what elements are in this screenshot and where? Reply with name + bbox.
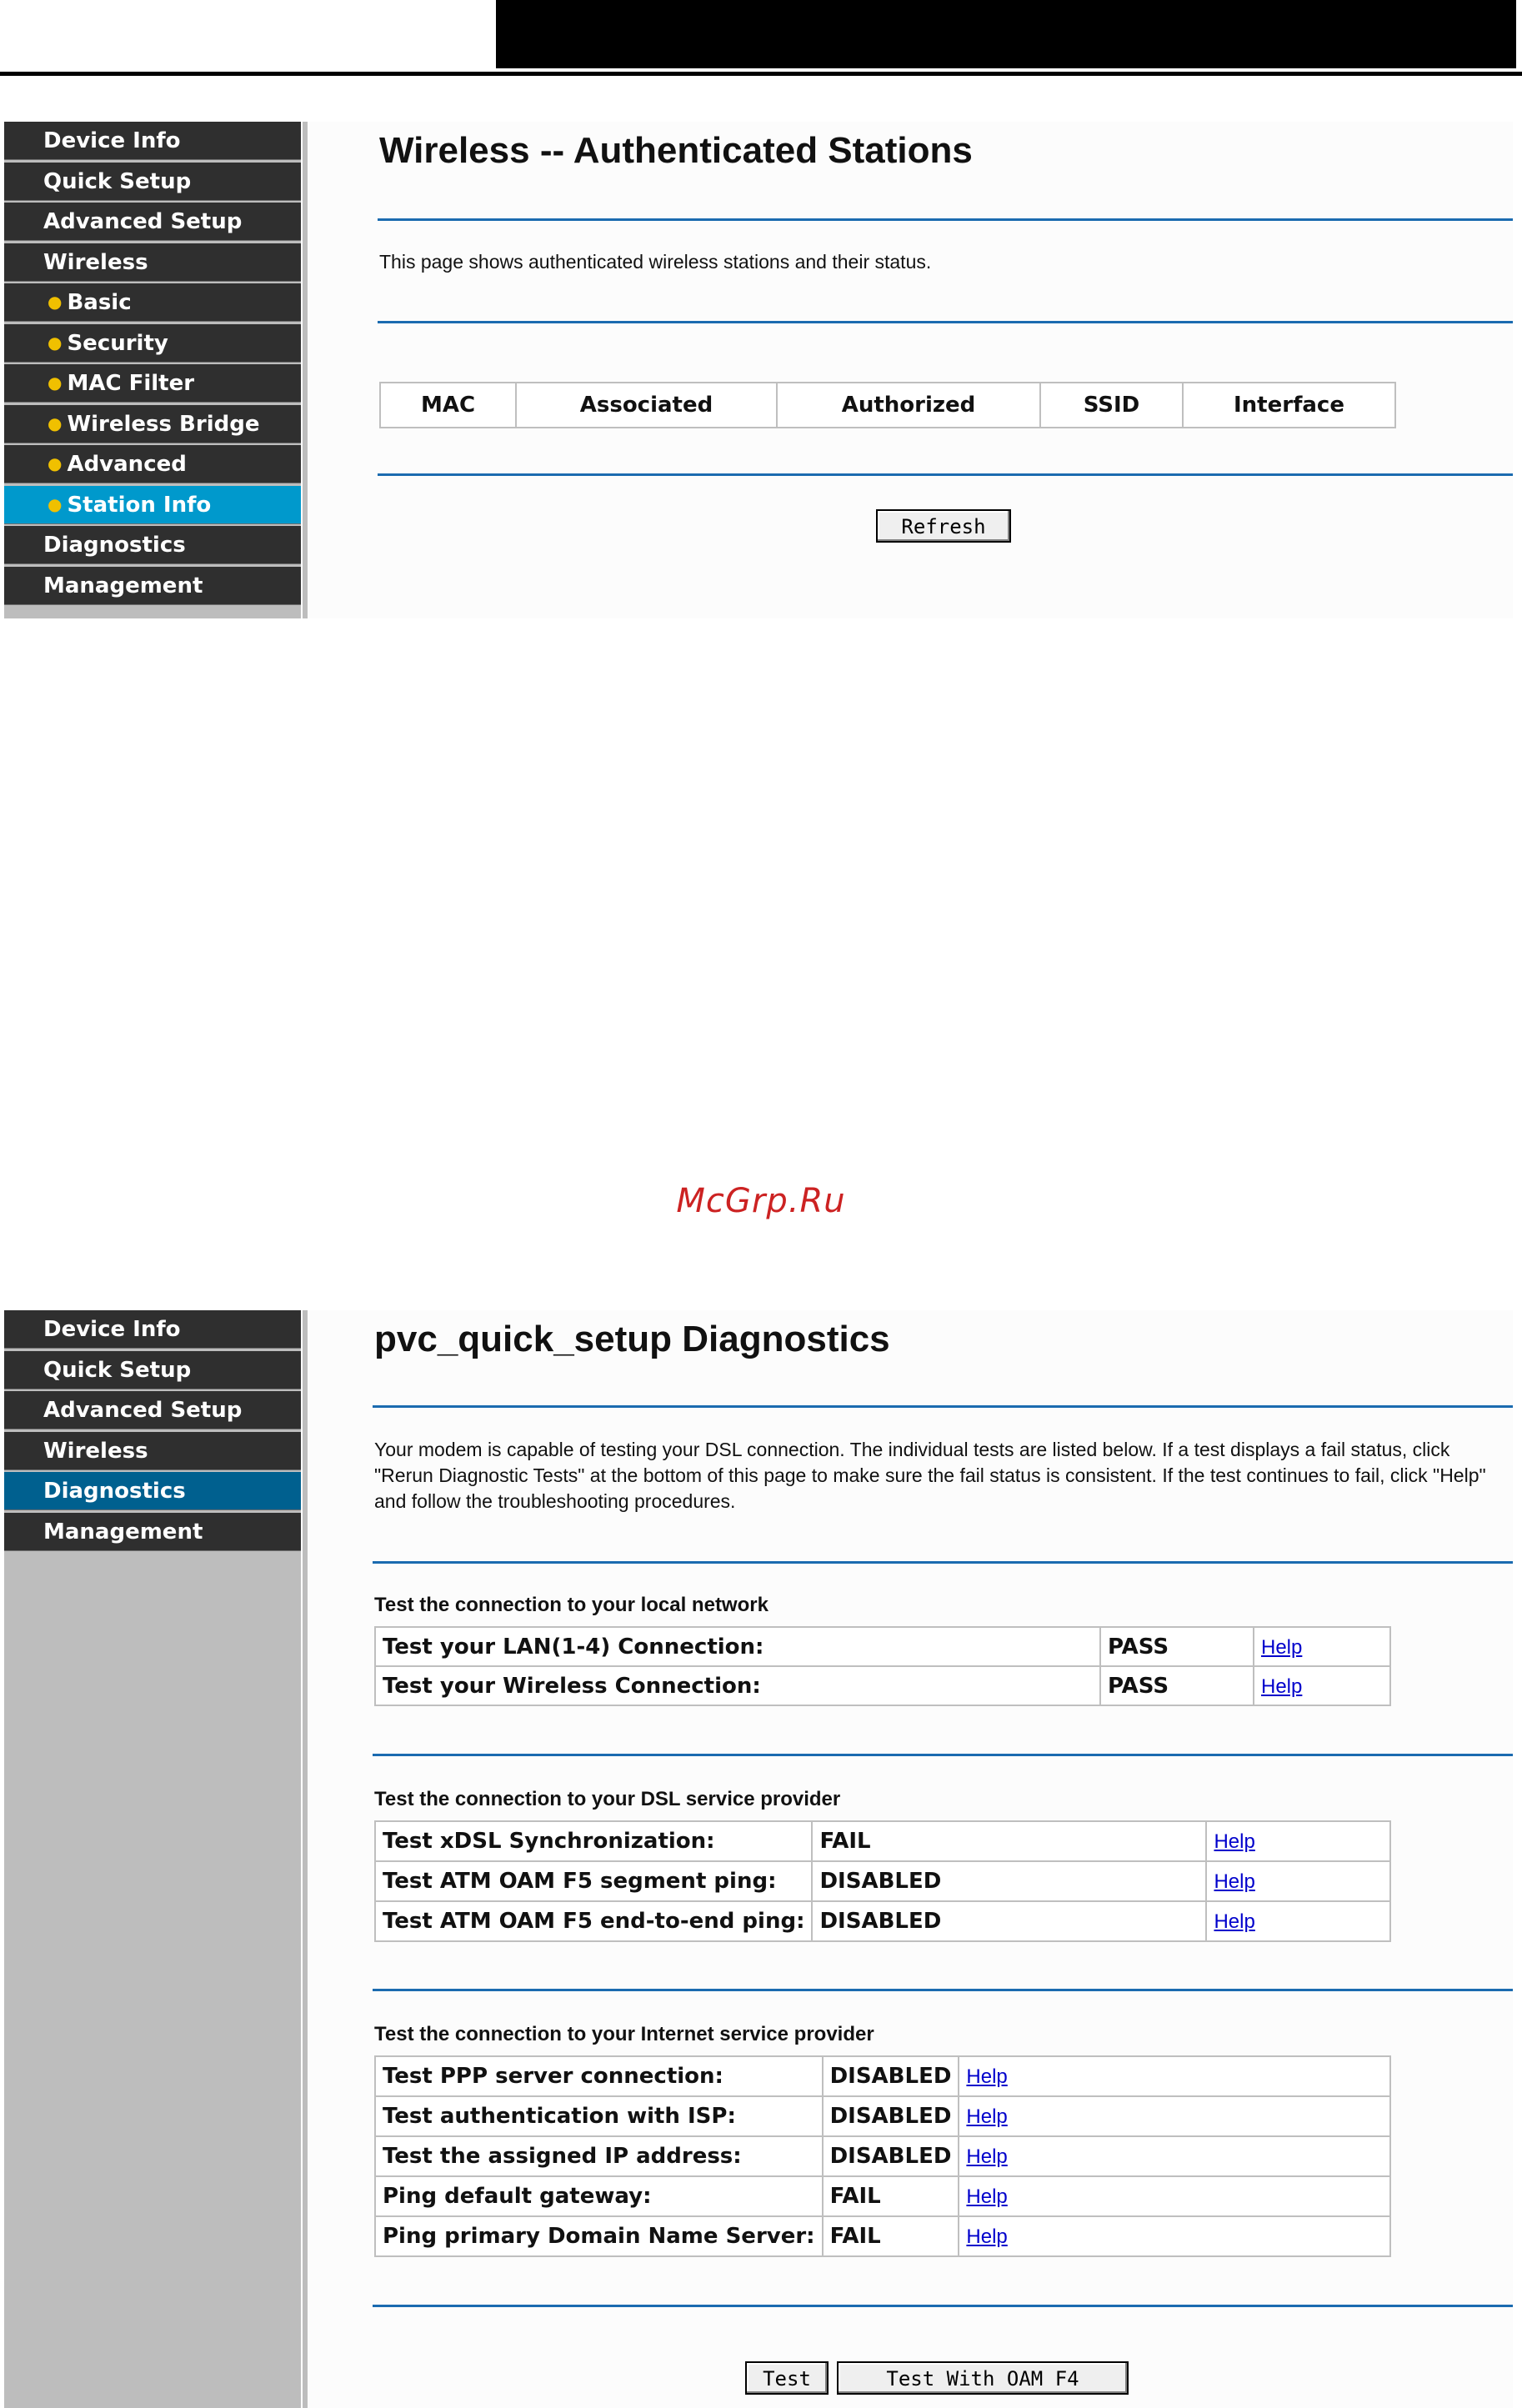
section-heading-internet-provider: Test the connection to your Internet service provider	[374, 2023, 874, 2045]
test-with-oam-f4-button[interactable]: Test With OAM F4	[837, 2361, 1129, 2395]
bullet-icon: ●	[48, 332, 63, 353]
bullet-icon: ●	[48, 493, 63, 514]
test-name: Ping default gateway:	[375, 2176, 823, 2216]
table-row	[375, 1666, 1390, 1705]
divider	[378, 218, 1513, 221]
nav-device-info[interactable]	[4, 122, 301, 160]
column-header: Authorized	[777, 383, 1040, 428]
test-name: Test ATM OAM F5 end-to-end ping:	[375, 1901, 812, 1941]
help-cell	[1206, 1821, 1390, 1861]
help-link[interactable]: Help	[966, 2145, 1008, 2168]
bullet-icon: ●	[48, 292, 63, 312]
nav-label: Advanced Setup	[43, 1398, 243, 1423]
table-row	[375, 2136, 1390, 2176]
table-row	[375, 1821, 1390, 1861]
test-name: Test your Wireless Connection:	[375, 1666, 1100, 1705]
help-link[interactable]: Help	[966, 2225, 1008, 2248]
page-title: pvc_quick_setup Diagnostics	[374, 1319, 890, 1359]
help-cell	[1254, 1627, 1390, 1666]
nav-label: Advanced	[67, 452, 187, 477]
test-name: Test your LAN(1-4) Connection:	[375, 1627, 1100, 1666]
test-status: DISABLED	[823, 2096, 959, 2136]
stations-table	[379, 382, 1396, 428]
test-status: DISABLED	[823, 2056, 959, 2096]
nav-label: Diagnostics	[43, 533, 186, 558]
test-status: FAIL	[812, 1821, 1206, 1861]
intro-text: Your modem is capable of testing your DSL connection. The individual tests are listed below. If a test displays a fail status, click "Rerun Diagnostic Tests" at the bottom of this page to make sure the fail status is consistent. If the test continues to fail, click "Help" and follow the troubleshooting procedures.	[374, 1439, 1486, 1512]
section-heading-dsl-provider: Test the connection to your DSL service provider	[374, 1788, 841, 1810]
bullet-icon: ●	[48, 413, 63, 433]
nav-wireless-security[interactable]	[4, 324, 301, 363]
nav-quick-setup[interactable]	[4, 1351, 301, 1389]
test-status: FAIL	[823, 2176, 959, 2216]
nav-label: Management	[43, 1519, 203, 1544]
help-cell	[959, 2056, 1390, 2096]
page-description: This page shows authenticated wireless stations and their status.	[379, 251, 932, 273]
bullet-icon: ●	[48, 453, 63, 473]
dsl-provider-tests	[374, 1820, 1391, 1942]
refresh-button[interactable]: Refresh	[876, 509, 1011, 543]
test-status: DISABLED	[812, 1901, 1206, 1941]
nav-device-info[interactable]	[4, 1310, 301, 1349]
nav-management[interactable]	[4, 1513, 301, 1551]
page-title: Wireless -- Authenticated Stations	[379, 130, 973, 171]
nav-label: Diagnostics	[43, 1479, 186, 1504]
local-network-tests	[374, 1626, 1391, 1706]
nav-wireless[interactable]	[4, 1432, 301, 1470]
divider	[378, 321, 1513, 323]
watermark: McGrp.Ru	[676, 1182, 846, 1220]
test-status: DISABLED	[823, 2136, 959, 2176]
test-name: Ping primary Domain Name Server:	[375, 2216, 823, 2256]
internet-provider-tests	[374, 2055, 1391, 2257]
nav-label: Security	[67, 330, 168, 356]
help-cell	[959, 2136, 1390, 2176]
table-row	[375, 2096, 1390, 2136]
help-cell	[1254, 1666, 1390, 1705]
nav-label: Device Info	[43, 128, 181, 153]
column-header: Interface	[1183, 383, 1395, 428]
nav-label: Basic	[67, 290, 132, 315]
divider	[373, 1405, 1513, 1408]
help-link[interactable]: Help	[1261, 1635, 1303, 1659]
nav-wireless-bridge[interactable]	[4, 405, 301, 443]
help-cell	[959, 2216, 1390, 2256]
nav-quick-setup[interactable]	[4, 163, 301, 201]
help-link[interactable]: Help	[1214, 1870, 1255, 1893]
divider	[373, 2305, 1513, 2307]
nav-label: Station Info	[67, 492, 212, 518]
nav-management[interactable]	[4, 567, 301, 605]
nav-label: MAC Filter	[67, 371, 195, 396]
help-link[interactable]: Help	[1261, 1675, 1303, 1698]
help-link[interactable]: Help	[1214, 1910, 1255, 1933]
nav-label: Advanced Setup	[43, 209, 243, 234]
test-name: Test xDSL Synchronization:	[375, 1821, 812, 1861]
sidebar	[4, 122, 301, 618]
test-name: Test ATM OAM F5 segment ping:	[375, 1861, 812, 1901]
test-status: FAIL	[823, 2216, 959, 2256]
table-row	[375, 1901, 1390, 1941]
table-row	[375, 1861, 1390, 1901]
column-header: SSID	[1040, 383, 1183, 428]
divider	[373, 1561, 1513, 1564]
nav-wireless[interactable]	[4, 243, 301, 282]
nav-label: Quick Setup	[43, 168, 192, 194]
test-button[interactable]: Test	[745, 2361, 829, 2395]
test-status: PASS	[1100, 1627, 1254, 1666]
table-row	[375, 2176, 1390, 2216]
help-link[interactable]: Help	[966, 2065, 1008, 2088]
test-name: Test PPP server connection:	[375, 2056, 823, 2096]
nav-label: Quick Setup	[43, 1357, 192, 1383]
test-status: PASS	[1100, 1666, 1254, 1705]
nav-advanced-setup[interactable]	[4, 203, 301, 241]
table-row	[375, 2056, 1390, 2096]
section-heading-local-network: Test the connection to your local network	[374, 1594, 769, 1616]
sidebar	[4, 1310, 301, 2408]
divider	[373, 1989, 1513, 1991]
help-cell	[1206, 1901, 1390, 1941]
test-name: Test the assigned IP address:	[375, 2136, 823, 2176]
header-banner	[496, 0, 1516, 68]
nav-wireless-mac-filter[interactable]	[4, 364, 301, 403]
nav-wireless-station-info[interactable]	[4, 486, 301, 524]
help-cell	[959, 2096, 1390, 2136]
nav-diagnostics[interactable]	[4, 1472, 301, 1510]
divider	[378, 473, 1513, 476]
help-cell	[1206, 1861, 1390, 1901]
divider	[373, 1754, 1513, 1756]
main-content	[308, 1310, 1513, 2408]
nav-label: Wireless Bridge	[67, 411, 260, 437]
bullet-icon: ●	[48, 373, 63, 393]
nav-wireless-advanced[interactable]	[4, 445, 301, 483]
nav-diagnostics[interactable]	[4, 526, 301, 564]
nav-wireless-basic[interactable]	[4, 283, 301, 322]
nav-label: Wireless	[43, 1438, 148, 1464]
column-header: MAC	[380, 383, 516, 428]
table-header-row	[380, 383, 1395, 428]
help-link[interactable]: Help	[966, 2105, 1008, 2128]
help-link[interactable]: Help	[966, 2185, 1008, 2208]
nav-advanced-setup[interactable]	[4, 1391, 301, 1429]
nav-label: Management	[43, 573, 203, 598]
test-name: Test authentication with ISP:	[375, 2096, 823, 2136]
column-header: Associated	[516, 383, 777, 428]
help-link[interactable]: Help	[1214, 1830, 1255, 1853]
header-rule	[0, 72, 1522, 76]
table-row	[375, 2216, 1390, 2256]
help-cell	[959, 2176, 1390, 2216]
table-row	[375, 1627, 1390, 1666]
screen-diagnostics	[4, 1310, 1513, 2408]
main-content	[308, 122, 1513, 618]
screen-station-info	[4, 122, 1513, 618]
nav-label: Device Info	[43, 1317, 181, 1342]
nav-label: Wireless	[43, 249, 148, 275]
test-status: DISABLED	[812, 1861, 1206, 1901]
